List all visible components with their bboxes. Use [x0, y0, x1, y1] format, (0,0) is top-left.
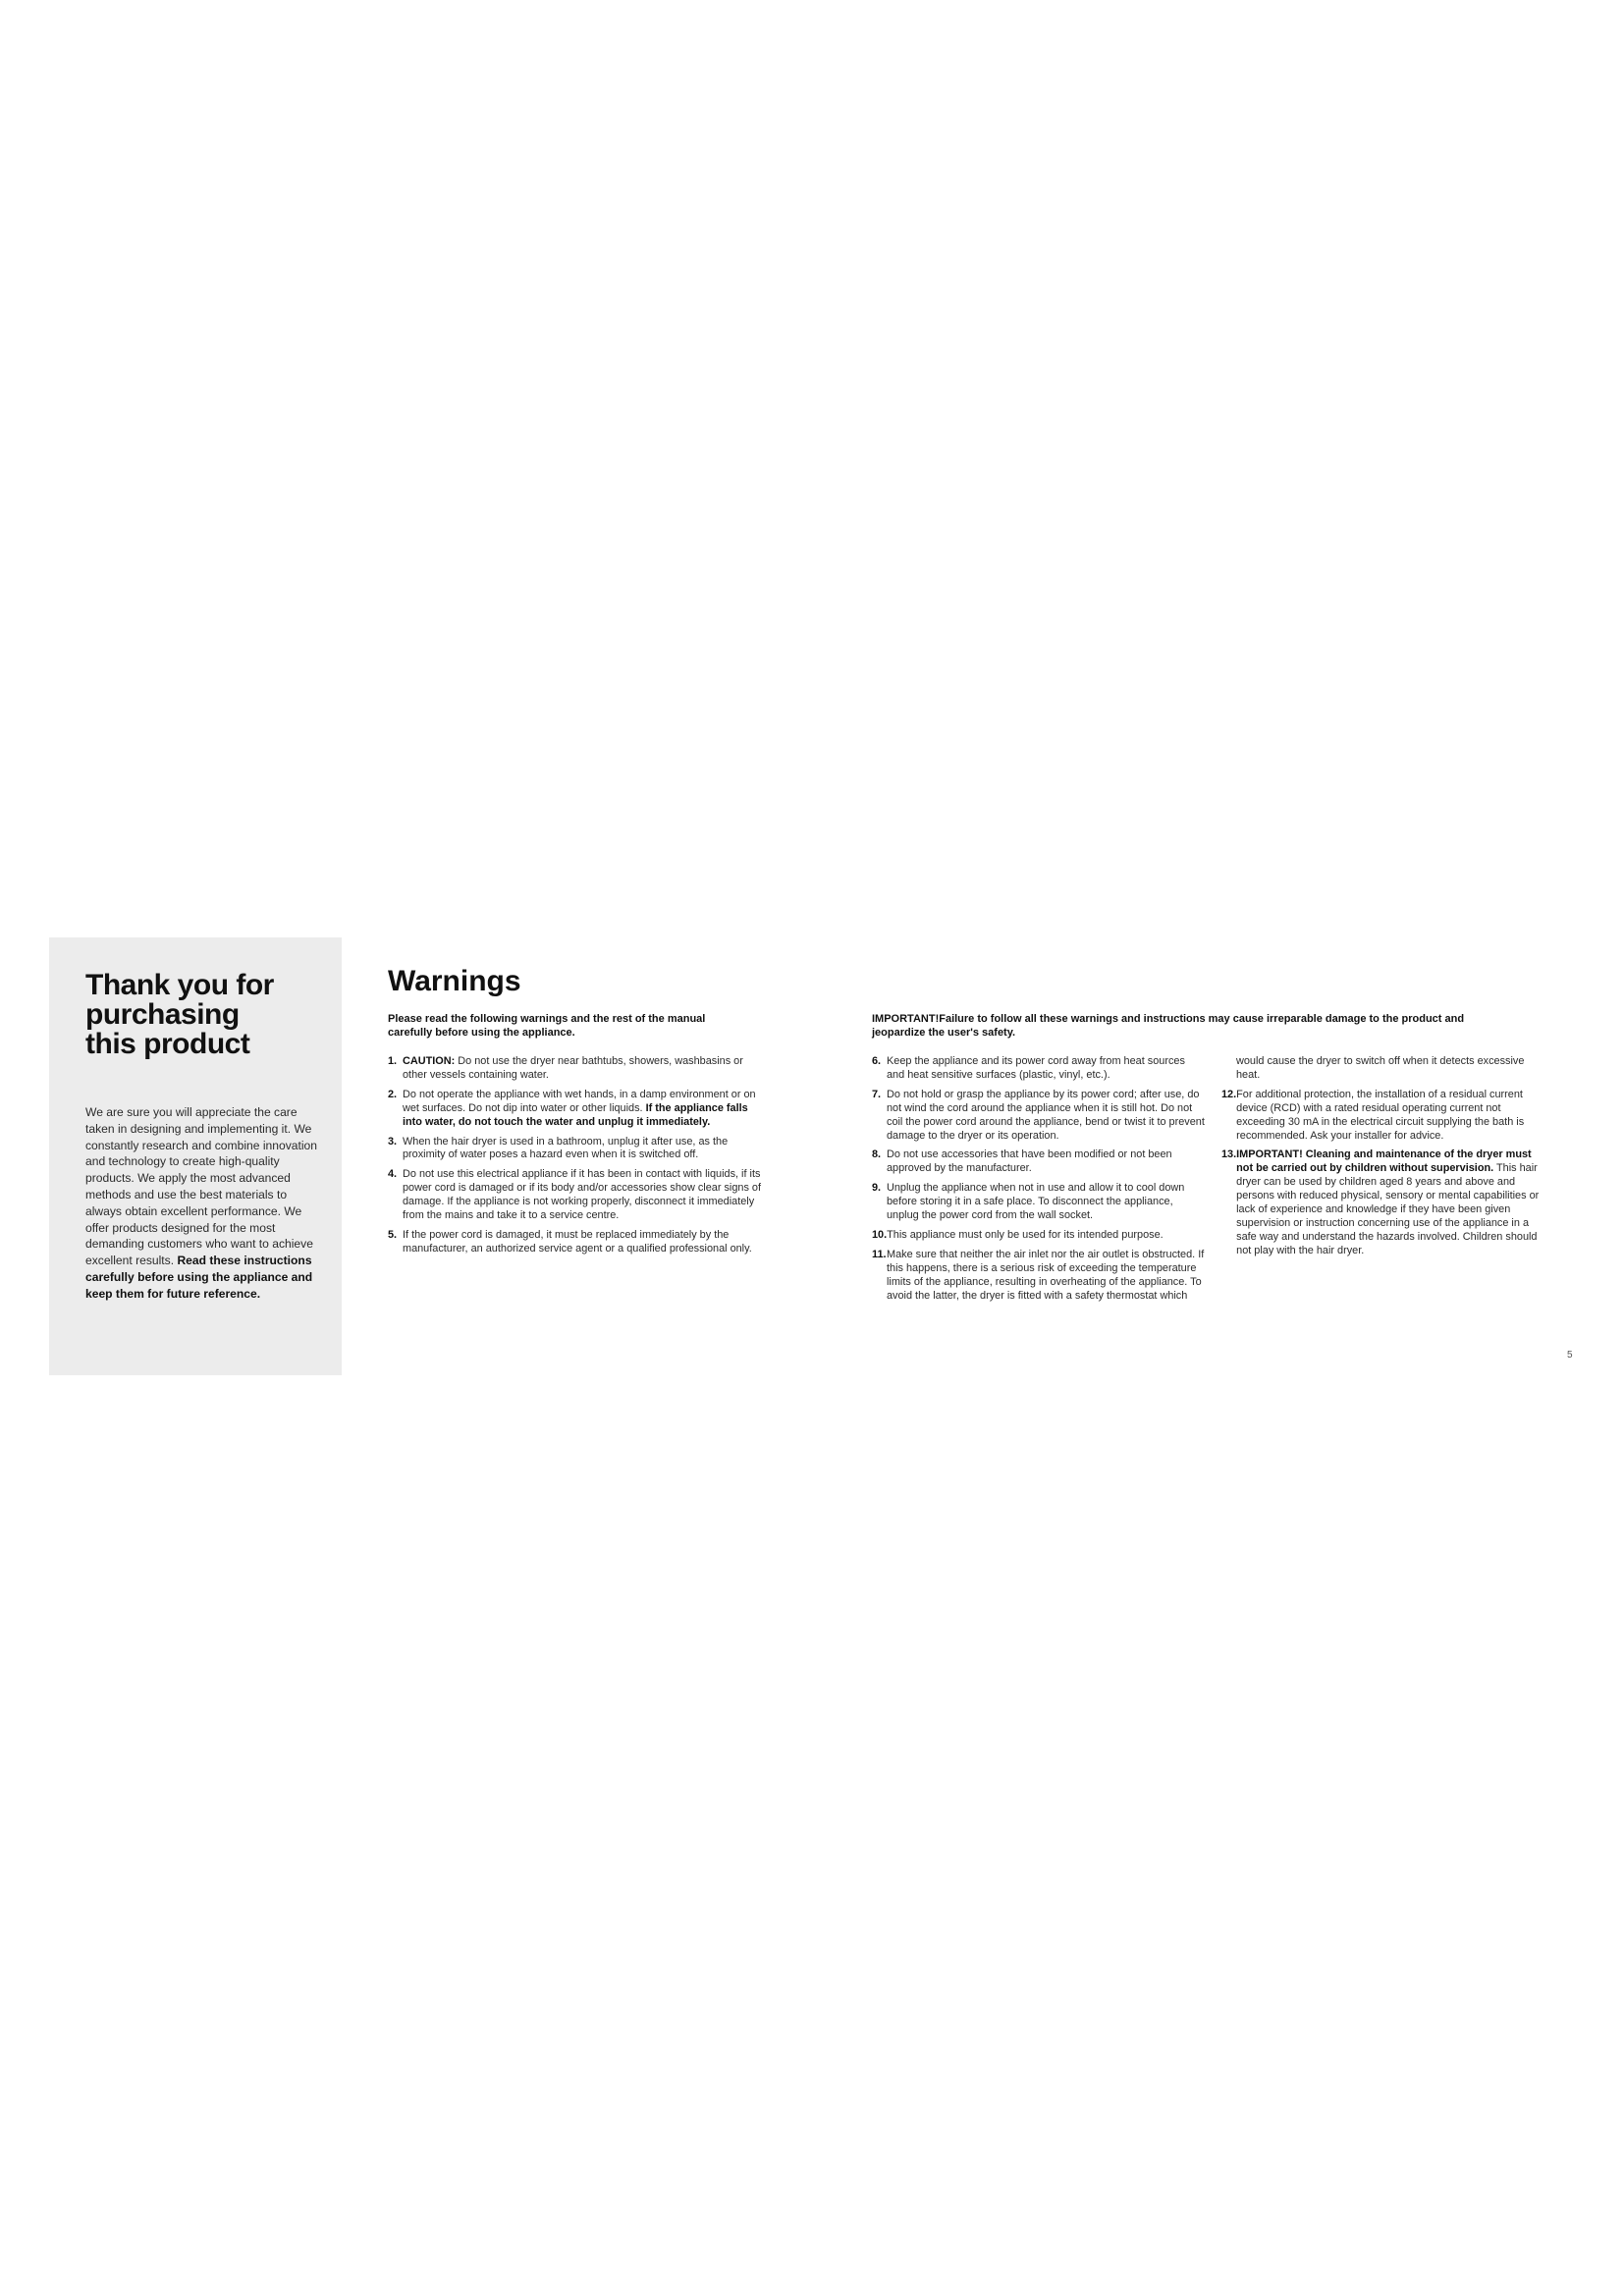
warnings-column-2	[872, 1055, 1206, 1309]
warning-item	[388, 1229, 766, 1256]
warning-number: 2.	[388, 1088, 398, 1100]
intro-body-bold: Read these instructions carefully before using the appliance and keep them for future reference.	[85, 1254, 313, 1301]
warning-bold: If the appliance falls into water, do not touch the water and unplug it immediately.	[403, 1101, 748, 1128]
warning-item	[872, 1182, 1206, 1223]
warning-number: 12.	[1221, 1088, 1237, 1100]
warning-body: If the power cord is damaged, it must be replaced immediately by the manufacturer, an authorized service agent or a qualified professional only.	[403, 1228, 752, 1255]
warning-continuation: would cause the dryer to switch off when it detects excessive heat.	[1236, 1055, 1525, 1081]
warning-bold: CAUTION:	[403, 1055, 456, 1067]
warning-item	[872, 1148, 1206, 1176]
warnings-column-3	[1221, 1055, 1550, 1264]
warning-item	[388, 1136, 766, 1163]
warning-number: 6.	[872, 1055, 882, 1067]
warning-text	[403, 1089, 766, 1130]
warnings-lead-left: Please read the following warnings and the rest of the manual carefully before using the appliance.	[388, 1013, 706, 1039]
warning-bold: IMPORTANT! Cleaning and maintenance of the dryer must not be carried out by children without supervision.	[1236, 1148, 1532, 1175]
intro-title-line: purchasing	[85, 998, 240, 1031]
intro-body	[85, 1104, 321, 1303]
warning-number: 3.	[388, 1135, 398, 1148]
warning-item	[872, 1249, 1206, 1304]
intro-title-line: Thank you for	[85, 969, 274, 1001]
warning-number: 7.	[872, 1088, 882, 1100]
warning-item	[872, 1055, 1206, 1083]
warning-number: 8.	[872, 1148, 882, 1161]
intro-title	[85, 971, 318, 1059]
warning-item	[1221, 1089, 1550, 1144]
warning-item	[388, 1089, 766, 1130]
warning-body: When the hair dryer is used in a bathroom, unplug it after use, as the proximity of water poses a hazard even when it is switched off.	[403, 1135, 729, 1161]
warning-body: Do not operate the appliance with wet hands, in a damp environment or on wet surfaces. Do not dip into water or other liquids.	[403, 1088, 756, 1114]
intro-title-line: this product	[85, 1028, 250, 1060]
warning-item	[872, 1089, 1206, 1144]
warning-body: Do not use the dryer near bathtubs, showers, washbasins or other vessels containing water.	[403, 1055, 743, 1081]
warning-body: For additional protection, the installation of a residual current device (RCD) with a rated residual operating current not exceeding 30 mA in the electrical circuit supplying the bath is recommended. Ask your installer for advice.	[1236, 1088, 1525, 1142]
warning-number: 10.	[872, 1228, 888, 1241]
warning-body: Keep the appliance and its power cord away from heat sources and heat sensitive surfaces (plastic, vinyl, etc.).	[887, 1055, 1185, 1081]
warning-number: 13.	[1221, 1148, 1237, 1161]
warning-item	[872, 1229, 1206, 1243]
page-number: 5	[1567, 1350, 1573, 1361]
warnings-column-1	[388, 1055, 766, 1262]
warning-text	[1236, 1148, 1550, 1257]
warnings-title: Warnings	[388, 965, 521, 997]
warning-item	[388, 1168, 766, 1223]
warning-item	[1221, 1148, 1550, 1257]
warning-item	[388, 1055, 766, 1083]
warning-body: Do not hold or grasp the appliance by its power cord; after use, do not wind the cord around the appliance when it is still hot. Do not coil the power cord around the appliance, bend or twist it to prevent damage to the dryer or its operation.	[887, 1088, 1205, 1142]
warnings-lead-right: IMPORTANT!Failure to follow all these warnings and instructions may cause irreparable damage to the product and jeopardize the user's safety.	[872, 1013, 1465, 1039]
warning-number: 9.	[872, 1182, 882, 1195]
warning-text	[403, 1055, 766, 1083]
warning-number: 1.	[388, 1055, 398, 1067]
warning-body: This appliance must only be used for its intended purpose.	[887, 1228, 1164, 1241]
warning-body: This hair dryer can be used by children aged 8 years and above and persons with reduced physical, sensory or mental capabilities or lack of experience and knowledge if they have been given supervision or instruction concerning use of the appliance in a safe way and understand the hazards involved. Children should not play with the hair dryer.	[1236, 1162, 1540, 1256]
warning-body: Do not use this electrical appliance if it has been in contact with liquids, if its power cord is damaged or if its body and/or accessories show clear signs of damage. If the appliance is not working properly, disconnect it immediately from the mains and take it to a service centre.	[403, 1168, 762, 1222]
warning-body: Unplug the appliance when not in use and allow it to cool down before storing it in a safe place. To disconnect the appliance, unplug the power cord from the wall socket.	[887, 1182, 1185, 1222]
intro-panel	[49, 937, 342, 1375]
warning-body: Make sure that neither the air inlet nor the air outlet is obstructed. If this happens, there is a serious risk of exceeding the temperature limits of the appliance, resulting in overheating of the appliance. To avoid the latter, the dryer is fitted with a safety thermostat which	[887, 1248, 1205, 1302]
warning-number: 11.	[872, 1248, 887, 1260]
warning-body: Do not use accessories that have been modified or not been approved by the manufacturer.	[887, 1148, 1172, 1175]
warning-number: 5.	[388, 1228, 398, 1241]
intro-body-text: We are sure you will appreciate the care taken in designing and implementing it. We constantly research and combine innovation and technology to create high-quality products. We apply the most advanced methods and use the best materials to always obtain excellent performance. We offer products designed for the most demanding customers who want to achieve excellent results.	[85, 1105, 317, 1268]
warning-number: 4.	[388, 1168, 398, 1181]
